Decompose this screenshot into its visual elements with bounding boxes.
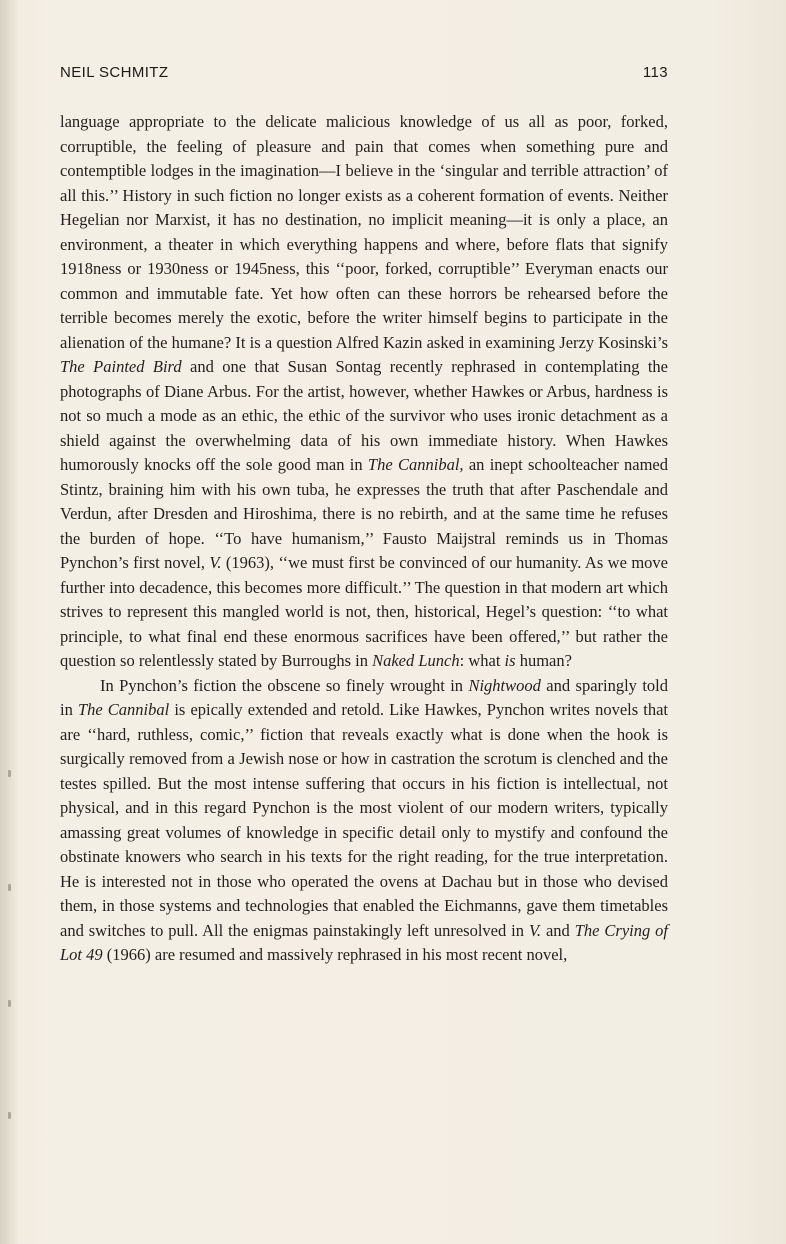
book-title-the-cannibal: The Cannibal, xyxy=(367,455,464,474)
text-segment: an inept schoolteacher named Stintz, braining him with his own tuba, he expresses the truth that after Paschendale and Verdun, after Dresden and Hiroshima, there is no rebirth, and at the same time he refuses the burden of hope. ‘‘To have humanism,’’ Fausto Maijstral reminds us in Thomas Pynchon’s first novel, xyxy=(60,455,668,572)
body-text xyxy=(60,110,668,968)
running-head-author: NEIL SCHMITZ xyxy=(60,64,169,81)
page-number: 113 xyxy=(642,64,668,81)
margin-mark xyxy=(8,1112,11,1119)
text-segment: and sparingly told in xyxy=(60,675,669,719)
paragraph-1 xyxy=(60,110,668,674)
running-head xyxy=(60,64,668,84)
margin-mark xyxy=(8,884,11,891)
book-title-v: V. xyxy=(209,553,222,572)
text-segment: In Pynchon’s fiction the obscene so finely wrought in xyxy=(100,675,469,695)
emphasis-is: is xyxy=(504,651,516,670)
text-segment: is epically extended and retold. Like Hawkes, Pynchon writes novels that are ‘‘hard, ruthless, comic,’’ fiction that reveals exactly what is done when the hook is surgically removed from a Jewish nose or how in castration the scrotum is clenched and the testes spilled. But the most intense suffering that occurs in his fiction is intellectual, not physical, and in this regard Pynchon is the most violent of our modern writers, typically amassing great volumes of knowledge in specific detail only to mystify and confound the obstinate knowers who search in his texts for the right reading, for the true interpretation. He is interested not in those who operated the ovens at Dachau but in those who devised them, in those systems and technologies that enabled the Eichmanns, gave them timetables and switches to pull. All the enigmas painstakingly left unresolved in xyxy=(60,700,668,940)
paragraph-2 xyxy=(60,674,668,968)
book-title-the-painted-bird: The Painted Bird xyxy=(60,357,182,376)
margin-mark xyxy=(8,770,11,777)
text-segment: language appropriate to the delicate malicious knowledge of us all as poor, forked, corruptible, the feeling of pleasure and pain that comes when something pure and contemptible lodges in the imagination—I believe in the ‘singular and terrible attraction’ of all this.’’ History in such fiction no longer exists as a coherent formation of events. Neither Hegelian nor Marxist, it has no destination, no implicit meaning—it is only a place, an environment, a theater in which everything happens and where, before flats that signify 1918ness or 1930ness or 1945ness, this ‘‘poor, forked, corruptible’’ Everyman enacts our common and immutable fate. Yet how often can these horrors be rehearsed before the terrible becomes merely the exotic, before the writer himself begins to participate in the alienation of the humane? It is a question Alfred Kazin asked in examining Jerzy Kosinski’s xyxy=(60,112,668,352)
book-title-the-crying-of-lot-49: The Crying of Lot 49 xyxy=(60,920,668,964)
margin-mark xyxy=(8,1000,11,1007)
spine-shadow xyxy=(0,0,18,1244)
text-segment: (1966) are resumed and massively rephrased in his most recent novel, xyxy=(102,945,568,964)
book-title-nightwood: Nightwood xyxy=(468,675,541,695)
text-segment: (1963), ‘‘we must first be convinced of our humanity. As we move further into decadence, this becomes more difficult.’’ The question in that modern art which strives to represent this mangled world is not, then, historical, Hegel’s question: ‘‘to what principle, to what final end these enormous sacrifices have been offered,’’ but rather the question so relentlessly stated by Burroughs in xyxy=(60,553,668,670)
text-segment: human? xyxy=(515,651,572,670)
text-segment: and xyxy=(541,920,575,940)
text-segment: and one that Susan Sontag recently rephrased in contemplating the photographs of Diane Arbus. For the artist, however, whether Hawkes or Arbus, hardness is not so much a mode as an ethic, the ethic of the survivor who uses ironic detachment as a shield against the overwhelming data of his own immediate history. When Hawkes humorously knocks off the sole good man in xyxy=(60,357,669,474)
book-title-v: V. xyxy=(528,920,542,940)
book-title-the-cannibal: The Cannibal xyxy=(77,700,170,719)
text-segment: : what xyxy=(459,651,505,670)
book-title-naked-lunch: Naked Lunch xyxy=(372,651,460,670)
